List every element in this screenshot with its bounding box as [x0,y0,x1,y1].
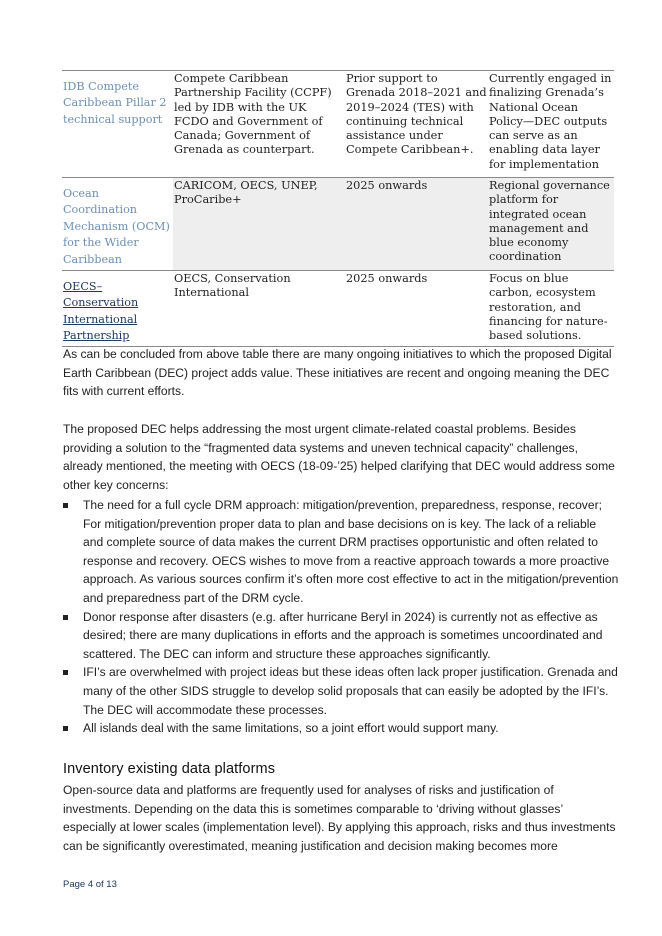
relevance-cell: Regional governance platform for integrated ocean management and blue economy coordination [488,178,614,271]
relevance-cell: Focus on blue carbon, ecosystem restoration, and financing for nature-based solutions. [489,272,608,343]
bullet-icon [63,615,68,620]
table-row [62,178,614,271]
list-item-text: Donor response after disasters (e.g. after hurricane Beryl in 2024) is currently not as effective as desired; there are many duplications in efforts and the approach is sometimes uncoordinated and scattered. The DEC can inform and structure these approaches significantly. [83,609,603,661]
concerns-intro-paragraph: The proposed DEC helps addressing the most urgent climate-related coastal problems. Besides providing a solution to the “fragmented data systems and uneven technical capacity” challenges, already mentioned, the meeting with OECS (18-09-’25) helped clarifying that DEC would address some other key concerns: [63,422,615,492]
initiative-name: Ocean Coordination Mechanism (OCM) for the Wider Caribbean [63,187,170,266]
initiative-link-cell [62,271,173,347]
concerns-list [63,496,619,738]
list-item [63,608,619,664]
section-body-paragraph: Open-source data and platforms are frequently used for analyses of risks and justification of investments. Depending on the data this is sometimes comparable to ‘driving without glasses’ especially at lower scales (implementation level). By applying this approach, risks and thus investments can be significantly overestimated, meaning justification and decision making becomes more [63,783,616,853]
page-number: Page 4 of 13 [63,879,117,890]
timeline-cell: 2025 onwards [345,178,488,271]
partners-cell: Compete Caribbean Partnership Facility (CCPF) led by IDB with the UK FCDO and Government of Canada; Government of Grenada as counterpart. [174,72,332,157]
partners-cell: OECS, Conservation International [174,272,291,300]
partners-cell: CARICOM, OECS, UNEP, ProCaribe+ [173,178,345,271]
relevance-cell: Currently engaged in finalizing Grenada’s National Ocean Policy—DEC outputs can serve as an enabling data layer for implementation [489,72,612,171]
list-item-text: All islands deal with the same limitations, so a joint effort would support many. [83,721,499,736]
initiatives-table [62,70,614,347]
initiative-link[interactable]: OECS–Conservation International Partnership [63,280,139,343]
list-item-text: IFI’s are overwhelmed with project ideas but these ideas often lack proper justification. Grenada and many of the other SIDS struggle to develop solid proposals that can easily be adopted by the IFI’s. The DEC will accommodate these processes. [83,665,618,717]
bullet-icon [63,503,68,508]
table-row [62,71,614,178]
timeline-cell: 2025 onwards [346,272,428,285]
bullet-icon [63,670,68,675]
list-item-text: The need for a full cycle DRM approach: mitigation/prevention, preparedness, response, recover; For mitigation/prevention proper data to plan and base decisions on is key. The lack of a reliable and complete source of data makes the current DRM practises opportunistic and often related to response and recovery. OECS wishes to move from a reactive approach towards a more proactive approach. As various sources confirm it’s often more cost effective to act in the mitigation/prevention and preparedness part of the DRM cycle. [83,498,619,605]
initiative-name: IDB Compete Caribbean Pillar 2 technical support [63,80,167,126]
conclusion-paragraph: As can be concluded from above table there are many ongoing initiatives to which the proposed Digital Earth Caribbean (DEC) project adds value. These initiatives are recent and ongoing meaning the DEC fits with current efforts. [63,347,612,399]
bullet-icon [63,726,68,731]
list-item [63,663,619,719]
table-row [62,271,614,347]
list-item [63,719,619,738]
section-heading: Inventory existing data platforms [63,761,276,777]
list-item [63,496,619,608]
timeline-cell: Prior support to Grenada 2018–2021 and 2019–2024 (TES) with continuing technical assistance under Compete Caribbean+. [346,72,487,157]
